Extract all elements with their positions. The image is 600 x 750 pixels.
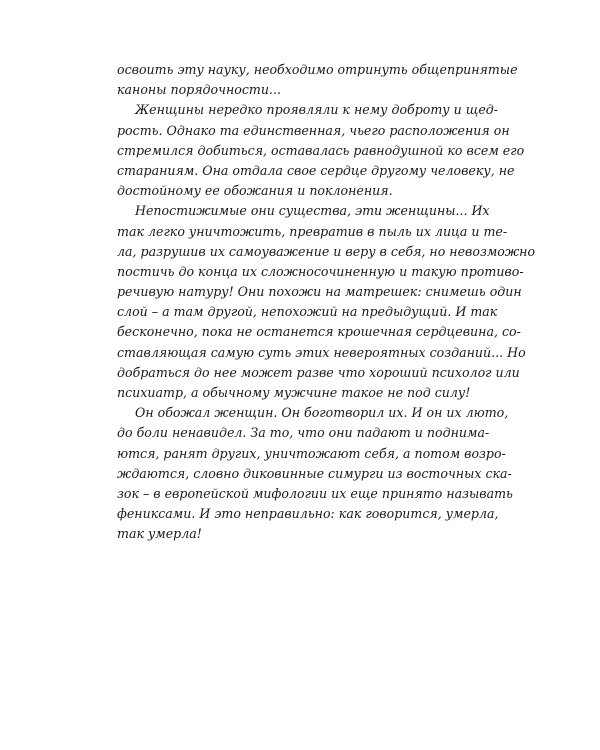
text-block xyxy=(117,60,536,545)
text-line: ются, ранят других, уничтожают себя, а потом возро- xyxy=(117,445,506,461)
text-line: достойному ее обожания и поклонения. xyxy=(117,183,393,199)
text-line: стараниям. Она отдала свое сердце другому человеку, не xyxy=(117,162,515,178)
text-line: рость. Однако та единственная, чьего расположения он xyxy=(117,122,510,138)
text-line: ла, разрушив их самоуважение и веру в себя, но невозможно xyxy=(117,243,536,259)
text-line: освоить эту науку, необходимо отринуть общепринятые xyxy=(117,62,518,77)
text-line: Женщины нередко проявляли к нему доброту и щед- xyxy=(135,102,499,118)
text-line: ставляющая самую суть этих невероятных созданий... Но xyxy=(117,344,526,360)
paragraph-2 xyxy=(117,100,525,201)
text-line: постичь до конца их сложносочиненную и такую противо- xyxy=(117,263,524,279)
text-line: бесконечно, пока не останется крошечная сердцевина, со- xyxy=(117,324,521,340)
text-line: зок – в европейской мифологии их еще принято называть xyxy=(117,485,513,501)
text-line: Непостижимые они существа, эти женщины... Их xyxy=(135,203,490,219)
text-line: слой – а там другой, непохожий на предыдущий. И так xyxy=(117,304,498,320)
text-line: так легко уничтожить, превратив в пыль их лица и те- xyxy=(117,223,508,239)
paragraph-1 xyxy=(117,60,518,100)
text-line: фениксами. И это неправильно: как говорится, умерла, xyxy=(117,506,499,522)
paragraph-3 xyxy=(117,201,536,403)
text-line: так умерла! xyxy=(117,526,202,542)
text-line: речивую натуру! Они похожи на матрешек: снимешь один xyxy=(117,284,522,300)
text-line: добраться до нее может разве что хороший психолог или xyxy=(117,364,520,380)
text-line: Он обожал женщин. Он боготворил их. И он их люто, xyxy=(135,405,509,421)
text-line: каноны порядочности... xyxy=(117,82,281,98)
text-line: ждаются, словно диковинные симурги из восточных ска- xyxy=(117,465,512,481)
paragraph-4 xyxy=(117,403,513,544)
text-line: стремился добиться, оставалась равнодушной ко всем его xyxy=(117,142,525,158)
text-line: психиатр, а обычному мужчине такое не под силу! xyxy=(117,385,471,400)
text-line: до боли ненавидел. За то, что они падают и поднима- xyxy=(117,425,490,441)
